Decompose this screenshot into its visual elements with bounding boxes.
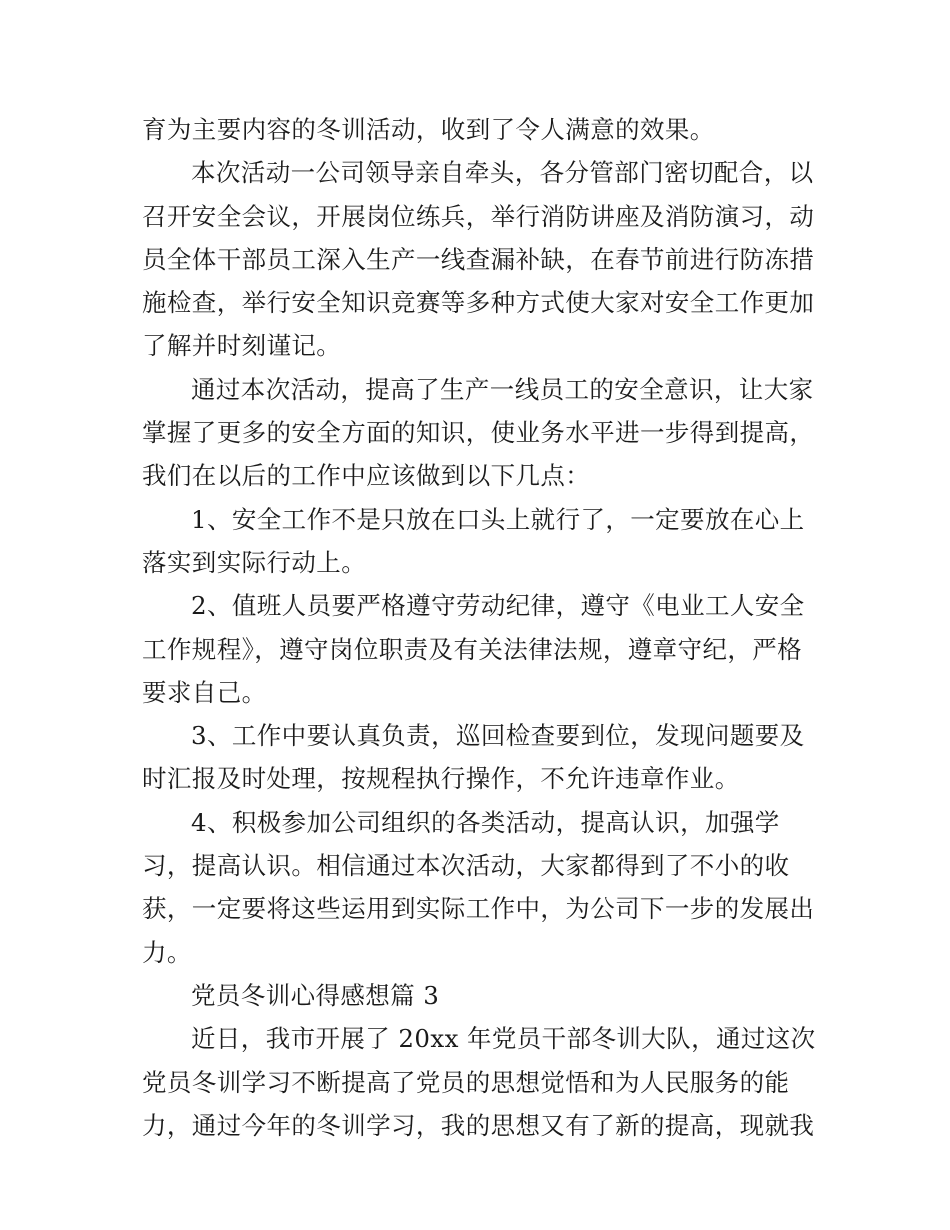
text-line-5: 施检查，举行安全知识竞赛等多种方式使大家对安全工作更加 (142, 288, 815, 318)
section-heading: 党员冬训心得感想篇 3 (191, 980, 440, 1010)
text-line-1: 育为主要内容的冬训活动，收到了令人满意的效果。 (142, 115, 715, 144)
text-line-13: 工作规程》，遵守岗位职责及有关法律法规，遵章守纪，严格 (142, 634, 803, 664)
text-line-18: 习，提高认识。相信通过本次活动，大家都得到了不小的收 (142, 851, 790, 881)
text-line-20: 力。 (142, 937, 192, 967)
text-line-2: 本次活动一公司领导亲自牵头，各分管部门密切配合，以 (191, 158, 814, 188)
text-line-17: 4、积极参加公司组织的各类活动，提高认识，加强学 (191, 807, 780, 837)
text-line-6: 了解并时刻谨记。 (142, 331, 342, 361)
text-line-4: 员全体干部员工深入生产一线查漏补缺，在春节前进行防冻措 (142, 244, 815, 274)
text-line-8: 掌握了更多的安全方面的知识，使业务水平进一步得到提高， (142, 418, 815, 448)
text-line-16: 时汇报及时处理，按规程执行操作，不允许违章作业。 (142, 764, 740, 794)
text-line-19: 获，一定要将这些运用到实际工作中，为公司下一步的发展出 (142, 894, 815, 924)
text-line-22: 近日，我市开展了 20xx 年党员干部冬训大队，通过这次 (191, 1024, 816, 1054)
text-line-3: 召开安全会议，开展岗位练兵，举行消防讲座及消防演习，动 (142, 201, 815, 231)
text-line-15: 3、工作中要认真负责，巡回检查要到位，发现问题要及 (191, 721, 805, 751)
text-line-12: 2、值班人员要严格遵守劳动纪律，遵守《电业工人安全 (191, 591, 805, 621)
text-line-9: 我们在以后的工作中应该做到以下几点： (142, 461, 591, 491)
text-line-14: 要求自己。 (142, 677, 267, 707)
text-line-23: 党员冬训学习不断提高了党员的思想觉悟和为人民服务的能 (142, 1067, 790, 1097)
text-line-24: 力，通过今年的冬训学习，我的思想又有了新的提高，现就我 (142, 1110, 815, 1140)
text-line-11: 落实到实际行动上。 (142, 547, 367, 577)
text-line-7: 通过本次活动，提高了生产一线员工的安全意识，让大家 (191, 374, 814, 404)
document-body (142, 108, 822, 1147)
text-line-10: 1、安全工作不是只放在口头上就行了，一定要放在心上 (191, 504, 805, 534)
